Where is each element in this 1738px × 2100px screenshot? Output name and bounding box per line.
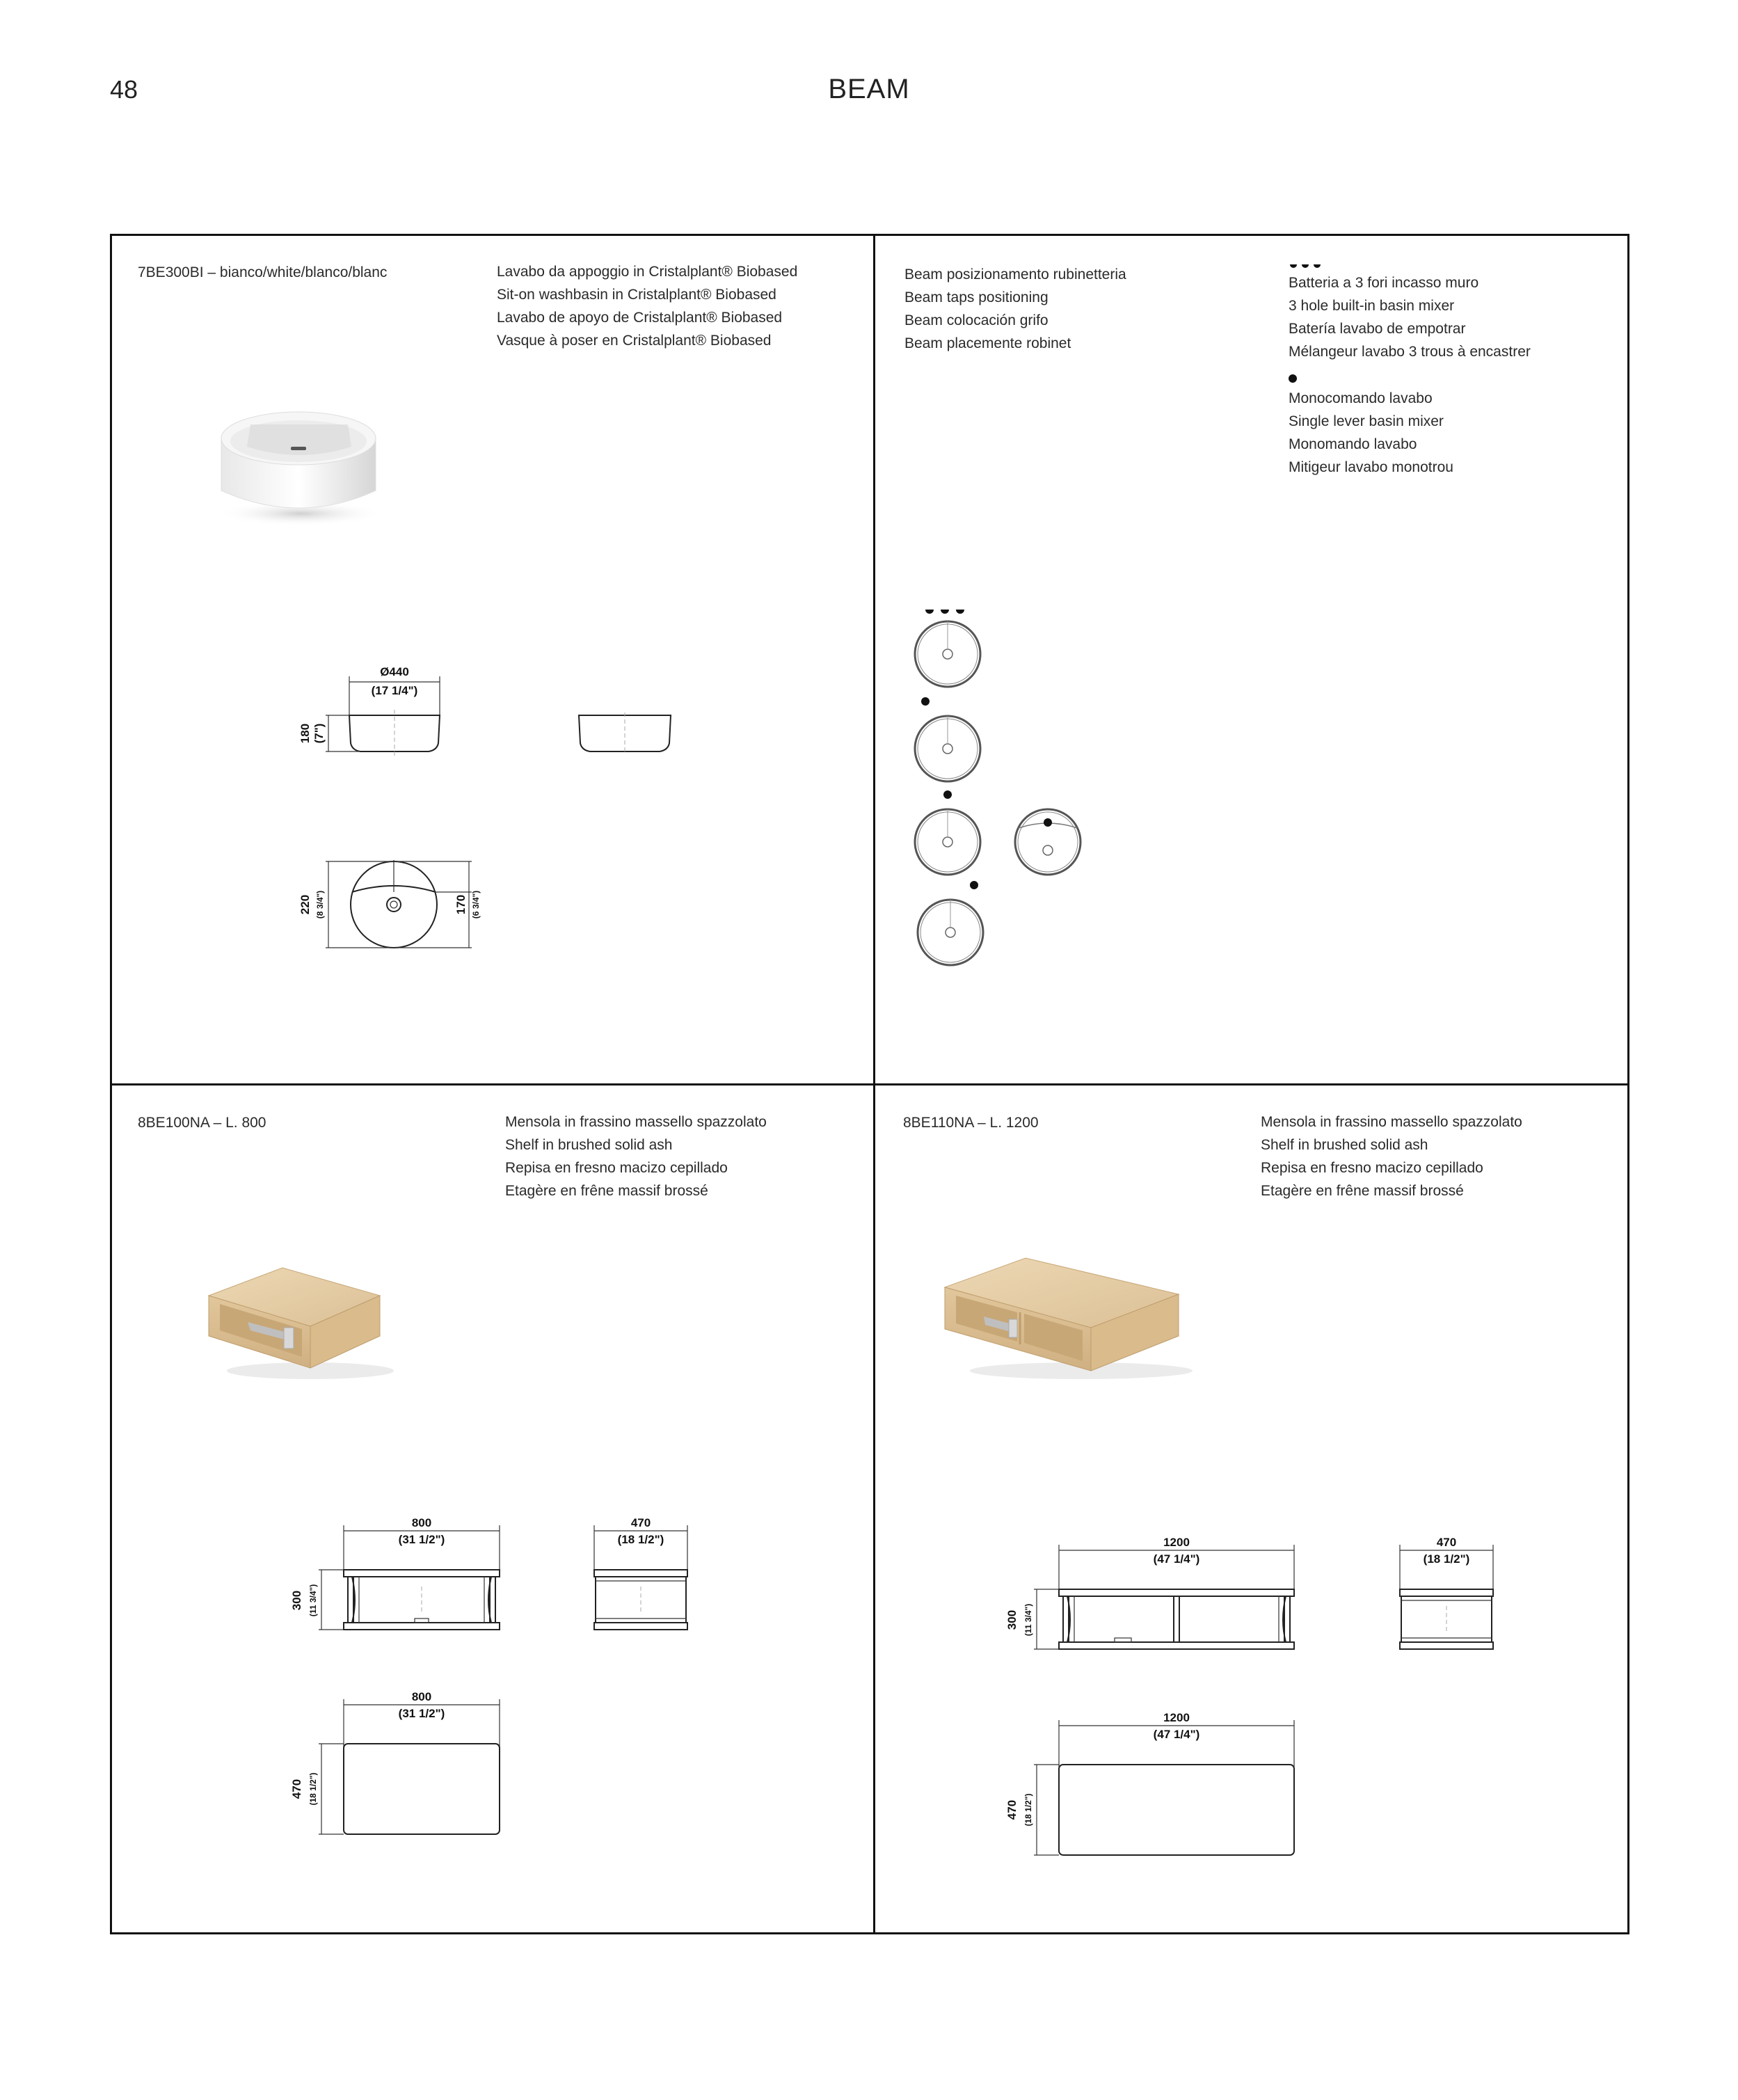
shelf800-top-depth-label: 470 — [290, 1779, 303, 1799]
shelf1200-length-label: 1200 — [1163, 1536, 1190, 1549]
shelf1200-depth-label: 470 — [1436, 1536, 1457, 1549]
shelf800-top-drawing — [291, 1691, 513, 1837]
three-hole-it: Batteria a 3 fori incasso muro — [1289, 275, 1479, 291]
taps-title-it: Beam posizionamento rubinetteria — [904, 267, 1126, 283]
three-hole-mixer-text — [1289, 271, 1531, 363]
shelf800-desc-es: Repisa en fresno macizo cepillado — [505, 1160, 728, 1176]
three-hole-en: 3 hole built-in basin mixer — [1289, 298, 1455, 314]
shelf1200-top-drawing — [1002, 1712, 1294, 1858]
shelf1200-desc-it: Mensola in frassino massello spazzolato — [1261, 1114, 1522, 1130]
three-hole-symbol — [1289, 262, 1330, 271]
shelf1200-illustration — [942, 1252, 1186, 1385]
single-lever-fr: Mitigeur lavabo monotrou — [1289, 459, 1453, 475]
shelf800-desc-it: Mensola in frassino massello spazzolato — [505, 1114, 767, 1130]
washbasin-top-drawing — [292, 856, 501, 953]
washbasin-description — [497, 260, 797, 352]
taps-title-es: Beam colocación grifo — [904, 312, 1049, 328]
washbasin-hole-label: 170 — [454, 894, 468, 915]
grid-divider-horizontal — [112, 1083, 1627, 1085]
tap-diagram-back-center — [915, 790, 980, 875]
shelf800-top-length-label: 800 — [411, 1690, 432, 1703]
washbasin-desc-it: Lavabo da appoggio in Cristalplant® Biobased — [497, 264, 798, 280]
washbasin-desc-es: Lavabo de apoyo de Cristalplant® Biobased — [497, 310, 783, 326]
single-lever-symbol — [1289, 374, 1300, 385]
shelf800-depth-inch-label: (18 1/2") — [617, 1533, 664, 1546]
tap-diagram-back-left — [915, 697, 980, 781]
shelf800-illustration — [206, 1259, 387, 1385]
three-hole-fr: Mélangeur lavabo 3 trous à encastrer — [1289, 344, 1531, 360]
shelf1200-height-inch-label: (11 3/4") — [1023, 1603, 1033, 1637]
shelf800-length-label: 800 — [411, 1516, 432, 1529]
shelf800-length-inch-label: (31 1/2") — [398, 1533, 445, 1546]
shelf800-height-label: 300 — [290, 1590, 303, 1611]
shelf1200-depth-inch-label: (18 1/2") — [1423, 1552, 1470, 1566]
taps-title-fr: Beam placemente robinet — [904, 335, 1071, 351]
single-lever-mixer-text — [1289, 387, 1453, 479]
shelf1200-top-length-label: 1200 — [1163, 1711, 1190, 1724]
tap-diagram-deck-mounted — [1015, 809, 1081, 875]
shelf1200-height-label: 300 — [1005, 1609, 1019, 1630]
shelf1200-desc-fr: Etagère en frêne massif brossé — [1261, 1183, 1464, 1199]
tap-diagram-three-hole — [915, 610, 980, 687]
shelf800-top-depth-inch-label: (18 1/2") — [308, 1772, 318, 1806]
washbasin-hole-inch-label: (6 3/4") — [471, 890, 481, 919]
washbasin-side-drawing — [577, 713, 675, 754]
taps-title — [904, 263, 1126, 355]
tap-diagram-back-right — [918, 881, 983, 965]
shelf800-code: 8BE100NA – L. 800 — [138, 1115, 266, 1131]
washbasin-desc-fr: Vasque à poser en Cristalplant® Biobased — [497, 333, 772, 349]
washbasin-code: 7BE300BI – bianco/white/blanco/blanc — [138, 264, 388, 280]
shelf800-side-drawing — [590, 1517, 701, 1642]
single-lever-es: Monomando lavabo — [1289, 436, 1417, 452]
shelf1200-desc-en: Shelf in brushed solid ash — [1261, 1137, 1428, 1153]
shelf800-depth-label: 470 — [630, 1516, 651, 1529]
shelf1200-length-inch-label: (47 1/4") — [1153, 1552, 1200, 1566]
shelf1200-top-depth-inch-label: (18 1/2") — [1023, 1793, 1033, 1827]
washbasin-illustration — [209, 404, 390, 529]
shelf1200-top-depth-label: 470 — [1005, 1799, 1019, 1820]
single-lever-it: Monocomando lavabo — [1289, 390, 1433, 406]
washbasin-height-inch-label: (7") — [312, 723, 326, 744]
page-title: BEAM — [828, 74, 910, 104]
shelf800-desc-fr: Etagère en frêne massif brossé — [505, 1183, 708, 1199]
single-lever-en: Single lever basin mixer — [1289, 413, 1444, 429]
shelf1200-front-drawing — [1002, 1536, 1294, 1662]
page-number: 48 — [110, 75, 138, 104]
washbasin-height-label: 180 — [298, 723, 312, 744]
shelf1200-code: 8BE110NA – L. 1200 — [903, 1115, 1039, 1131]
taps-title-en: Beam taps positioning — [904, 289, 1049, 305]
tap-position-diagrams — [904, 604, 1113, 973]
shelf800-description — [505, 1111, 767, 1202]
three-hole-es: Batería lavabo de empotrar — [1289, 321, 1466, 337]
shelf800-height-inch-label: (11 3/4") — [308, 1584, 318, 1617]
washbasin-diameter-inch-label: (17 1/4") — [371, 684, 418, 697]
shelf1200-top-length-inch-label: (47 1/4") — [1153, 1728, 1200, 1741]
washbasin-depth-label: 220 — [298, 894, 312, 915]
shelf800-front-drawing — [291, 1517, 513, 1642]
shelf1200-description — [1261, 1111, 1522, 1202]
shelf1200-desc-es: Repisa en fresno macizo cepillado — [1261, 1160, 1483, 1176]
shelf800-desc-en: Shelf in brushed solid ash — [505, 1137, 673, 1153]
washbasin-desc-en: Sit-on washbasin in Cristalplant® Biobased — [497, 287, 776, 303]
washbasin-front-drawing — [292, 661, 459, 758]
washbasin-depth-inch-label: (8 3/4") — [315, 890, 325, 919]
shelf800-top-length-inch-label: (31 1/2") — [398, 1707, 445, 1720]
washbasin-diameter-label: Ø440 — [380, 665, 409, 678]
shelf1200-side-drawing — [1396, 1536, 1507, 1662]
